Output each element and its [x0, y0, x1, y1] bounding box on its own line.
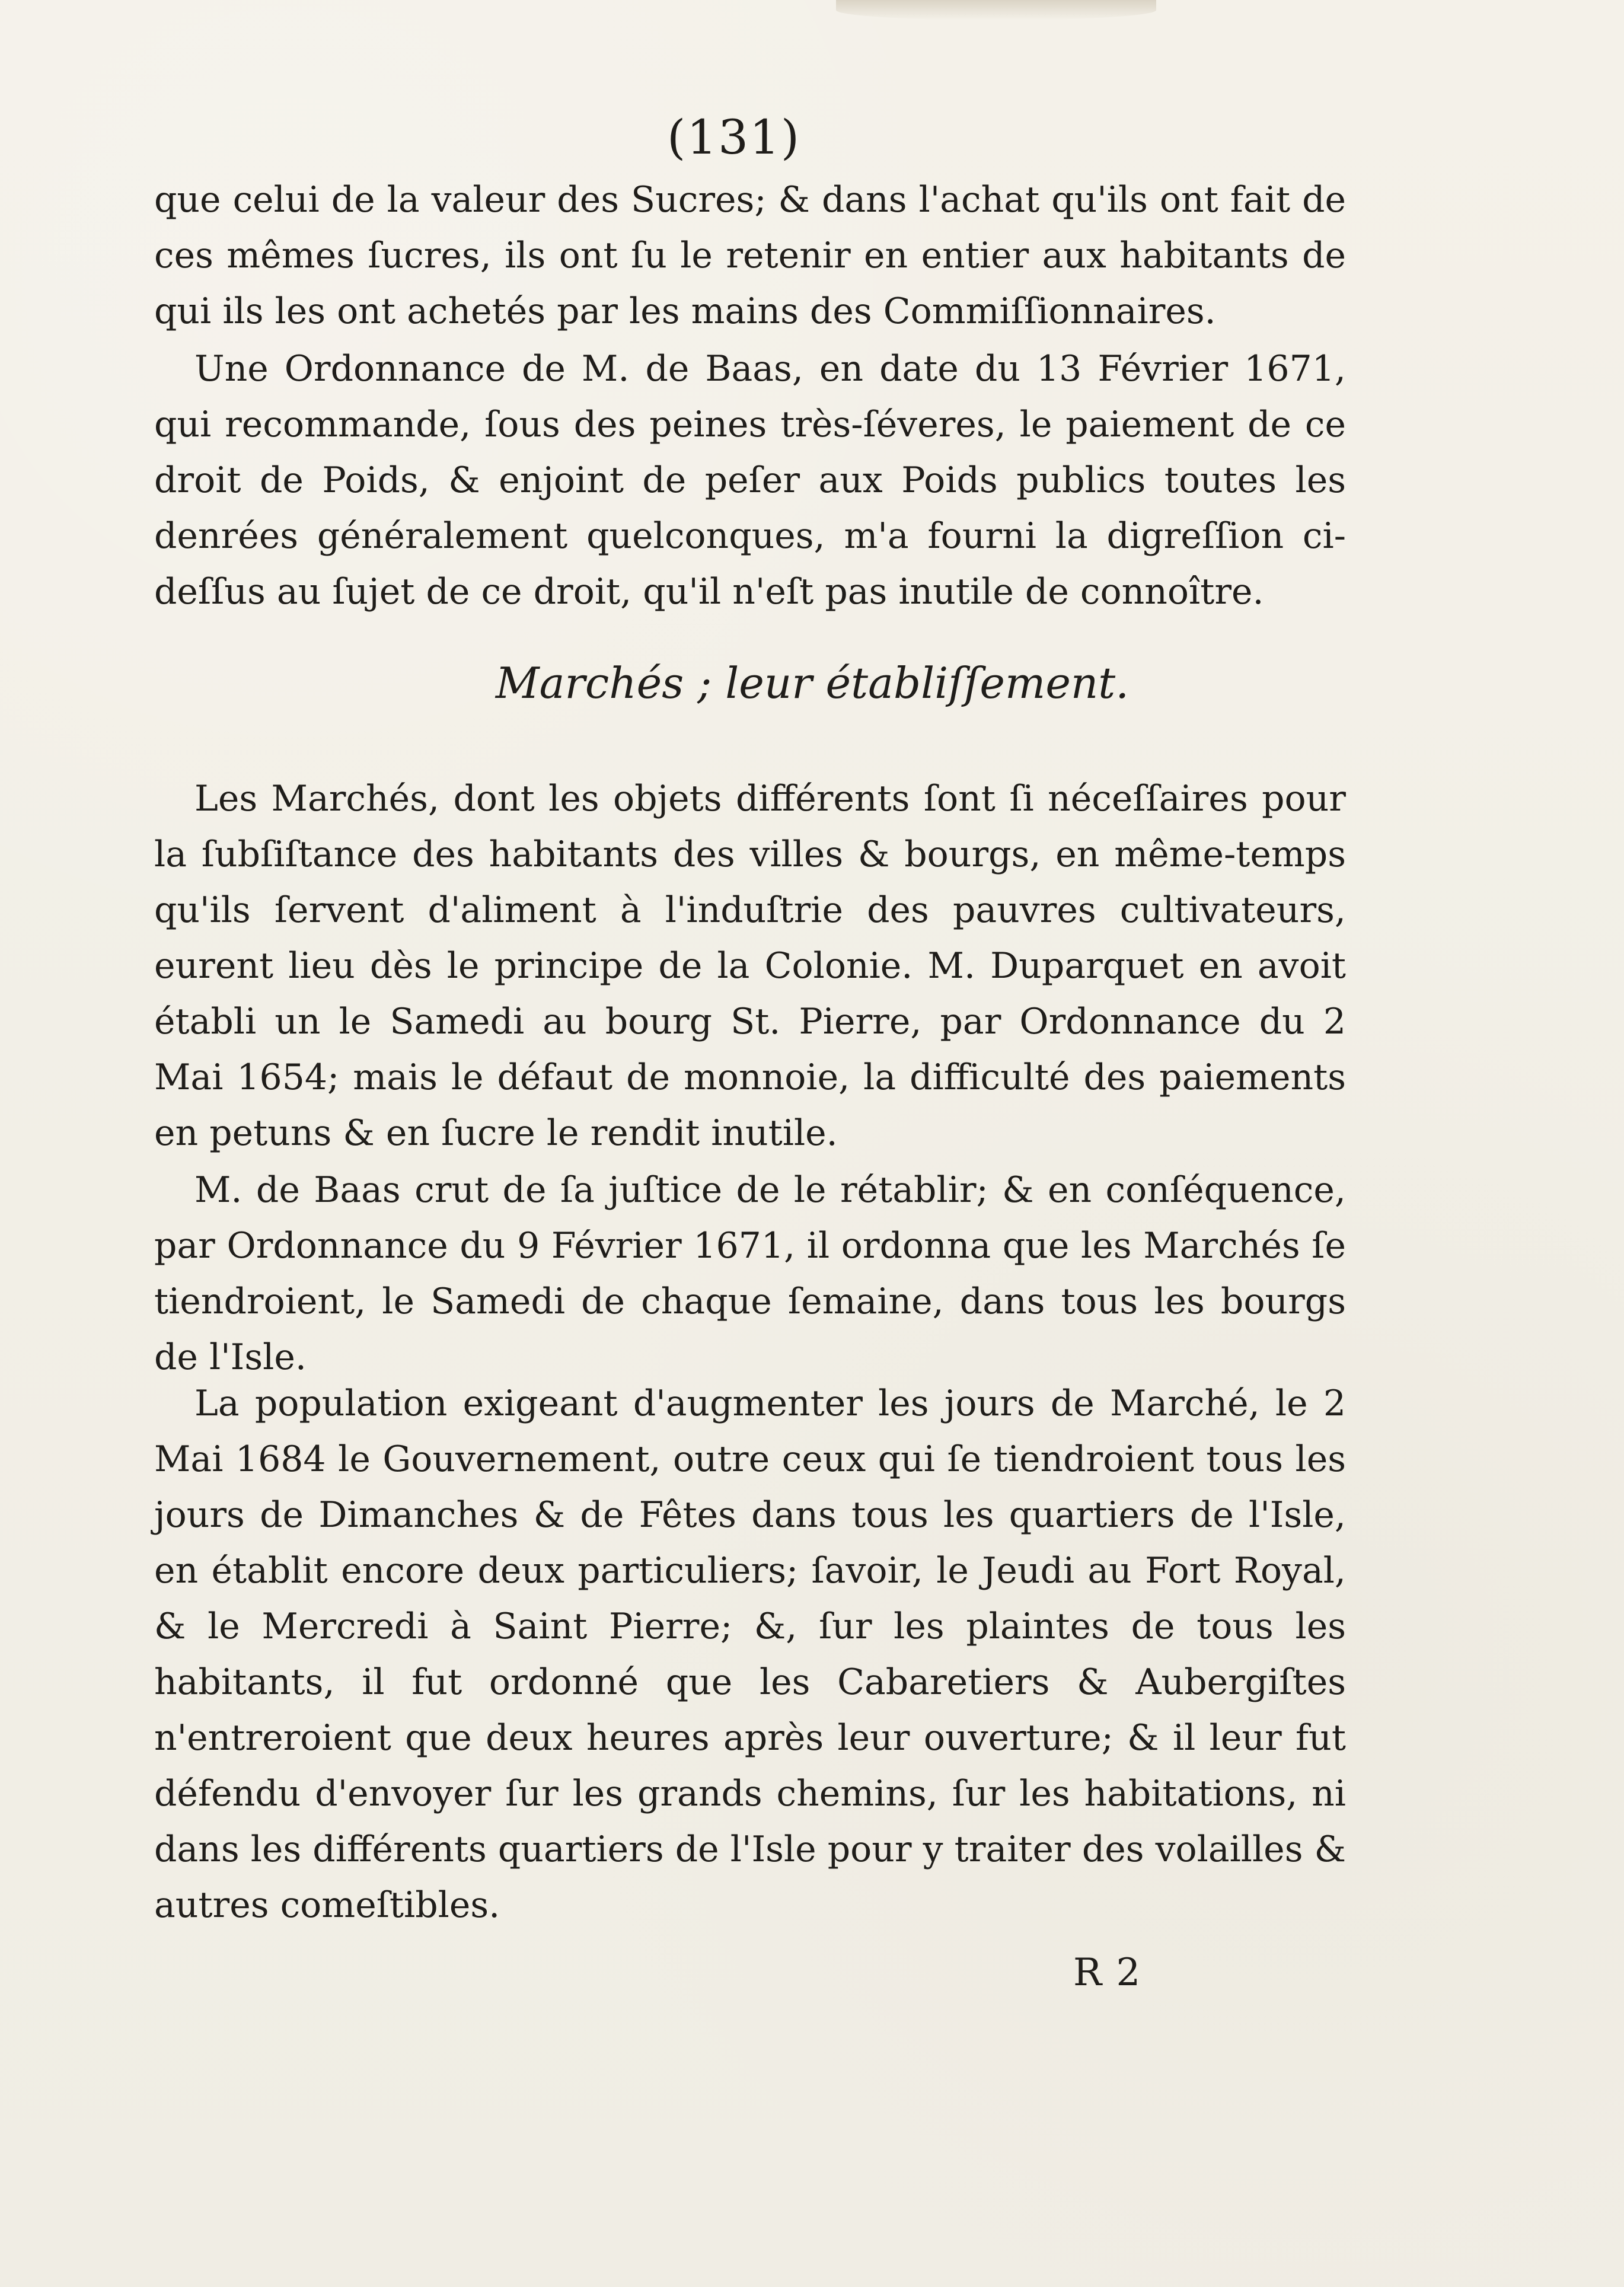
- paragraph-marches-expanded: La population exigeant d'augmenter les jours de Marché, le 2 Mai 1684 le Gouvernement, outre ceux qui ſe tiendroient tous les jours de Dimanches & de Fêtes dans tous les quartiers de l'Isle, en établit encore deux particuliers; ſavoir, le Jeudi au Fort Royal, & le Mercredi à Saint Pierre; &, ſur les plaintes de tous les habitants, il fut ordonné que les Cabaretiers & Aubergiſtes n'entreroient que deux heures après leur ouverture; & il leur fut défendu d'envoyer ſur les grands chemins, ſur les habitations, ni dans les différents quartiers de l'Isle pour y traiter des volailles & autres comeſtibles.: [154, 1383, 1346, 1926]
- paragraph-marches-reestablished: M. de Baas crut de ſa juſtice de le rétablir; & en conſéquence, par Ordonnance du 9 Février 1671, il ordonna que les Marchés ſe tiendroient, le Samedi de chaque ſemaine, dans tous les bourgs de l'Isle.: [154, 1169, 1346, 1378]
- top-edge-mark: [836, 0, 1156, 20]
- paragraph-intro: que celui de la valeur des Sucres; & dans l'achat qu'ils ont fait de ces mêmes ſucres, ils ont ſu le retenir en entier aux habitants de qui ils les ont achetés par les mains des Commiſſionnaires.: [154, 179, 1346, 332]
- section-title: Marchés ; leur établiſſement.: [495, 658, 1130, 708]
- page-marker: (131): [667, 110, 801, 165]
- paragraph-marches-origin: Les Marchés, dont les objets différents ſont ſi néceſſaires pour la ſubſiſtance des habitants des villes & bourgs, en même-temps qu'ils ſervent d'aliment à l'induſtrie des pauvres cultivateurs, eurent lieu dès le principe de la Colonie. M. Duparquet en avoit établi un le Samedi au bourg St. Pierre, par Ordonnance du 2 Mai 1654; mais le défaut de monnoie, la difficulté des paiements en petuns & en ſucre le rendit inutile.: [154, 778, 1346, 1154]
- paragraph-ordonnance: Une Ordonnance de M. de Baas, en date du 13 Février 1671, qui recommande, ſous des peines très-ſéveres, le paiement de ce droit de Poids, & enjoint de peſer aux Poids publics toutes les denrées généralement quelconques, m'a fourni la digreſſion ci-deſſus au ſujet de ce droit, qu'il n'eſt pas inutile de connoître.: [154, 348, 1346, 613]
- page-signature: R 2: [1073, 1951, 1142, 1995]
